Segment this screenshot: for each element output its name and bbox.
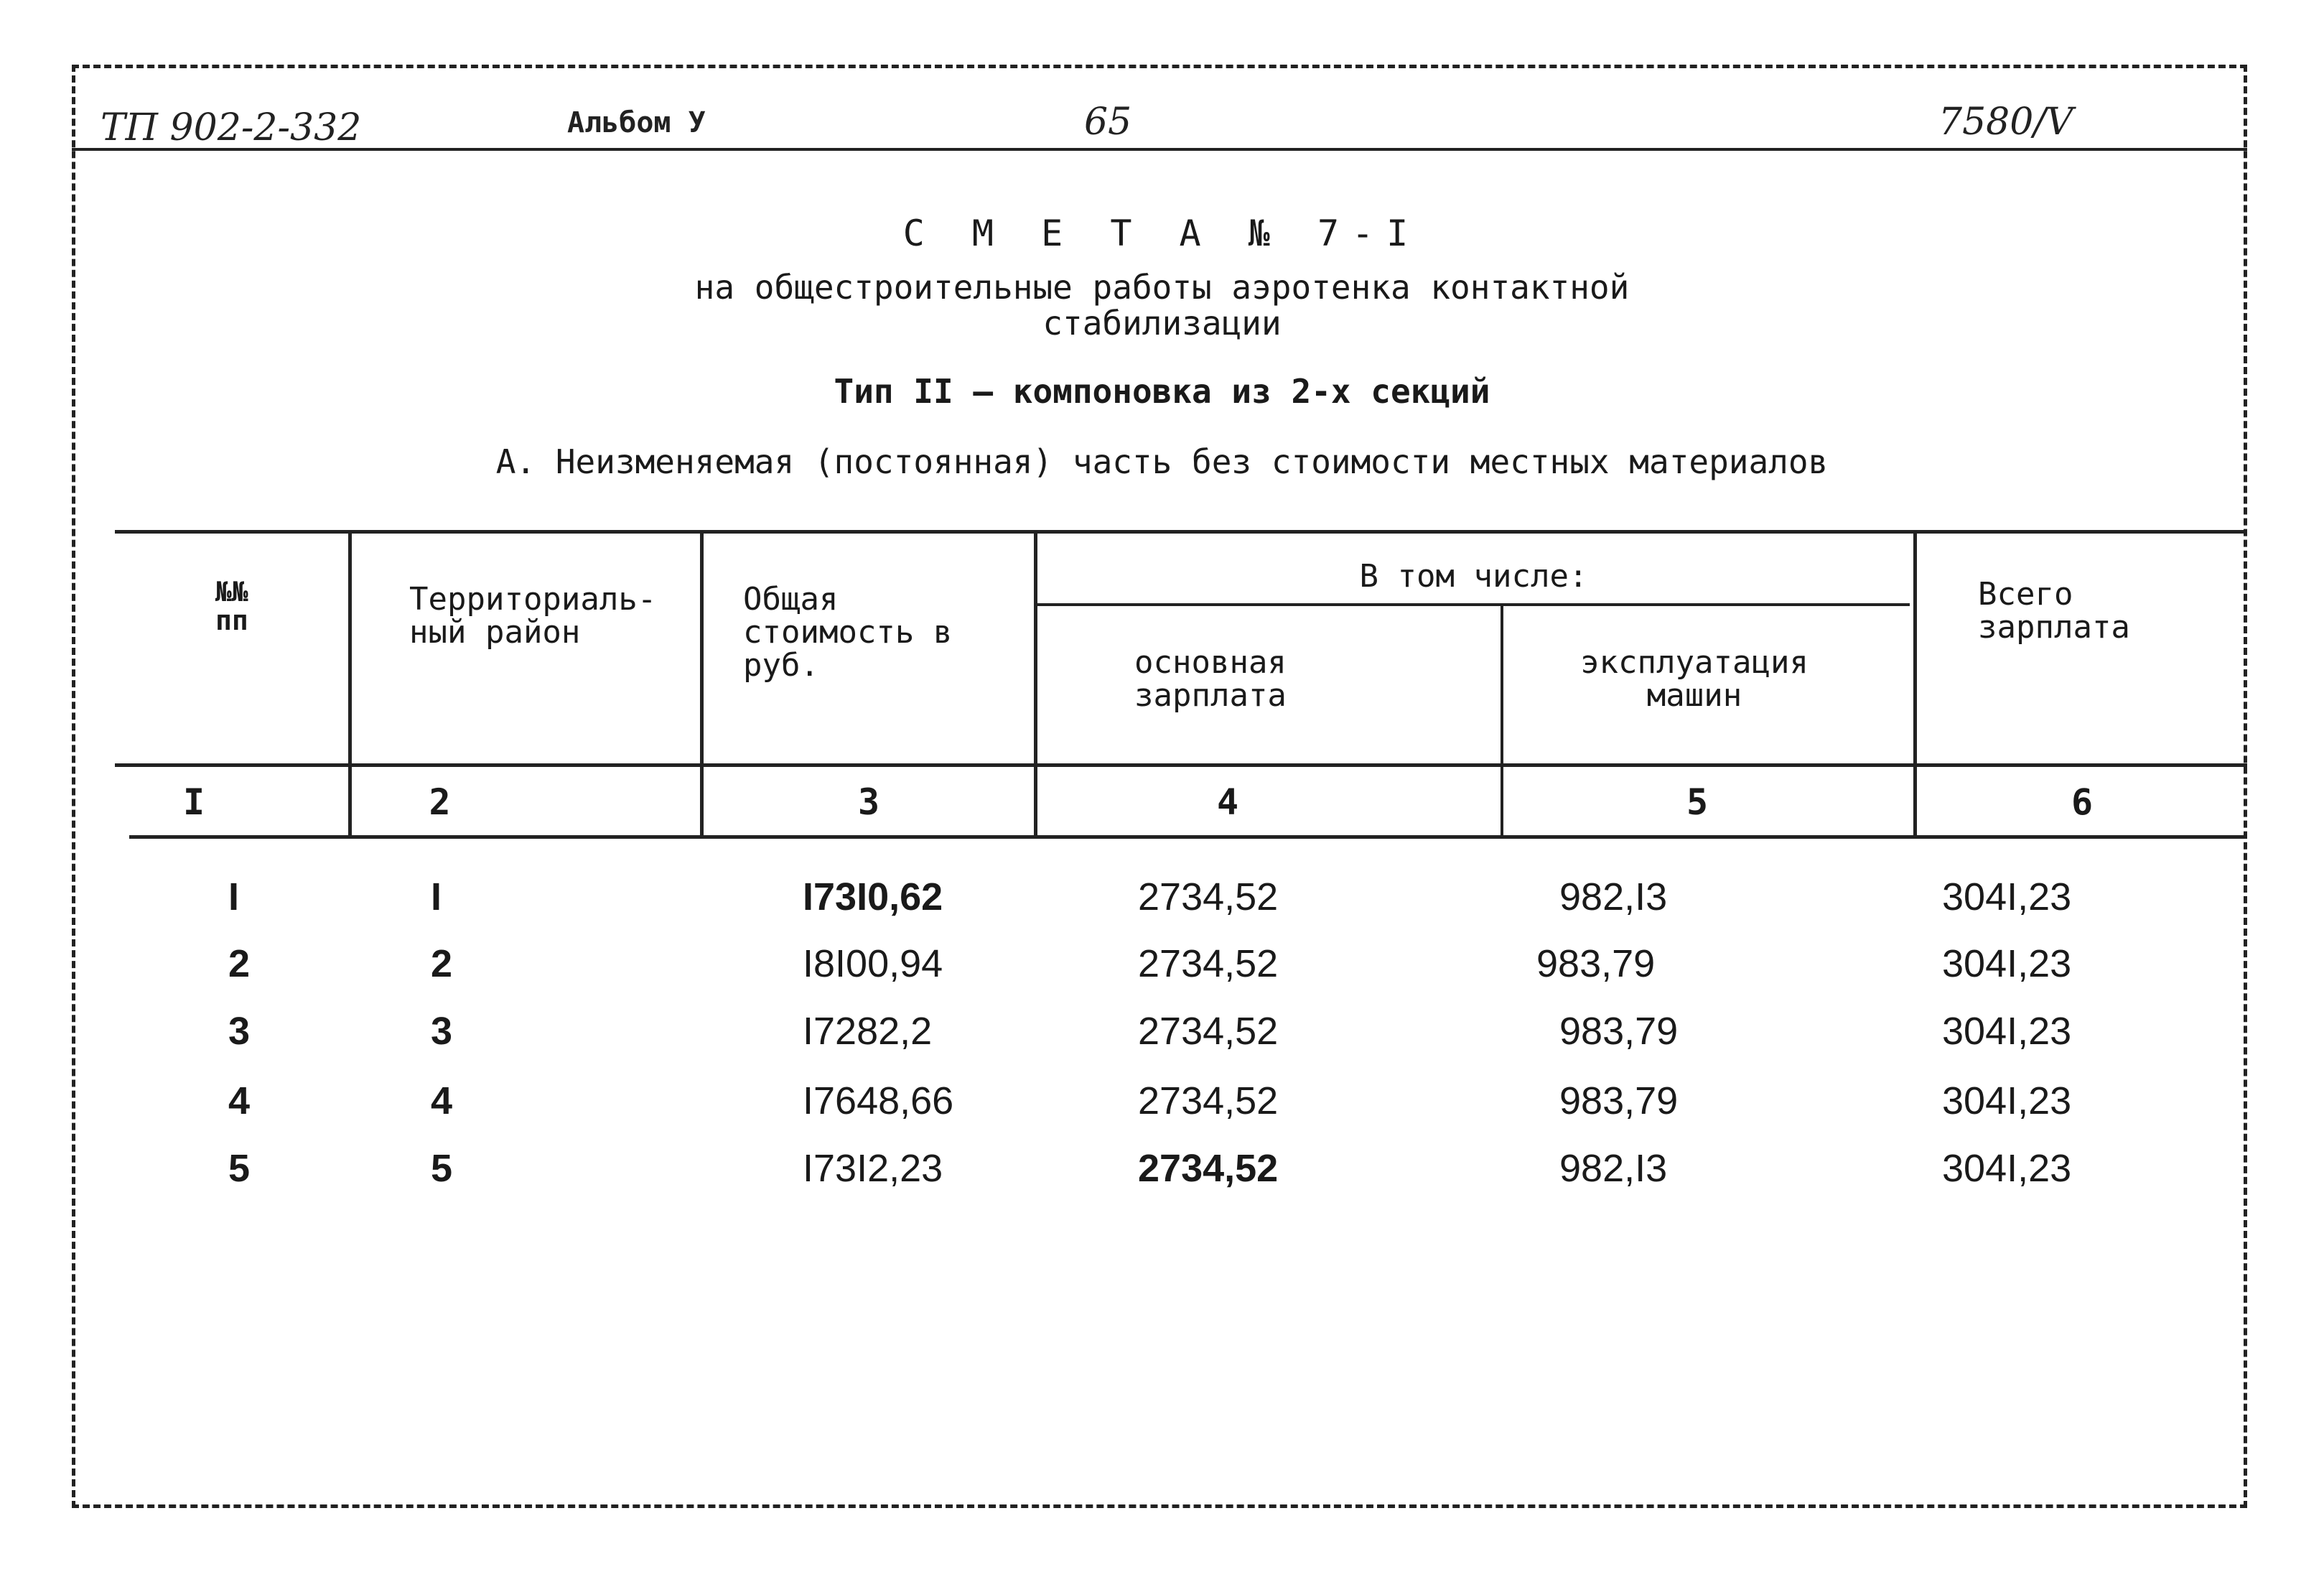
row-salary: 2734,52 xyxy=(1138,875,1279,918)
header-col2: Территориаль-ный район xyxy=(409,581,657,651)
doc-subtitle-line1: на общестроительные работы аэротенка контактной xyxy=(694,268,1630,307)
header-group: В том числе: xyxy=(1359,558,1588,595)
row-total: I7648,66 xyxy=(803,1079,954,1122)
doc-code: ТП 902-2-332 xyxy=(101,106,362,149)
row-total-salary: 304I,23 xyxy=(1942,1010,2072,1053)
row-total-salary: 304I,23 xyxy=(1942,942,2072,985)
row-region: 3 xyxy=(431,1010,453,1053)
table-header-bottom-rule xyxy=(115,763,2247,767)
row-salary: 2734,52 xyxy=(1138,942,1279,985)
doc-section-line: А. Неизменяемая (постоянная) часть без стоимости местных материалов xyxy=(495,442,1829,481)
row-region: 4 xyxy=(431,1079,453,1122)
row-total-salary: 304I,23 xyxy=(1942,875,2072,918)
row-number: 2 xyxy=(228,942,251,985)
group-divider-rule xyxy=(1034,603,1910,606)
doc-title: С М Е Т А № 7-I xyxy=(902,213,1422,254)
colnum-5: 5 xyxy=(1686,781,1709,823)
colnum-3: 3 xyxy=(857,781,880,823)
row-machines: 983,79 xyxy=(1559,1010,1679,1053)
row-region: 5 xyxy=(431,1147,453,1190)
row-machines: 983,79 xyxy=(1559,1079,1679,1122)
row-salary: 2734,52 xyxy=(1138,1079,1279,1122)
row-number: I xyxy=(228,875,240,918)
header-strip xyxy=(72,101,2247,151)
row-total: I7282,2 xyxy=(803,1010,933,1053)
inventory-number: 7580/V xyxy=(1938,101,2073,144)
colnum-1: I xyxy=(182,781,205,823)
page-number: 65 xyxy=(1084,101,1132,144)
row-salary: 2734,52 xyxy=(1138,1010,1279,1053)
row-number: 4 xyxy=(228,1079,251,1122)
header-col5: эксплуатация машин xyxy=(1580,644,1809,715)
doc-type-line: Тип II – компоновка из 2-х секций xyxy=(834,372,1490,411)
header-col3: Общая стоимость в руб. xyxy=(743,581,953,684)
header-col1: №№ пп xyxy=(215,576,248,636)
album-label: Альбом У xyxy=(567,106,706,139)
row-region: I xyxy=(431,875,442,918)
row-region: 2 xyxy=(431,942,453,985)
row-salary: 2734,52 xyxy=(1138,1147,1279,1190)
row-machines: 982,I3 xyxy=(1559,1147,1668,1190)
row-total: I73I0,62 xyxy=(803,875,943,918)
table-top-rule xyxy=(115,530,2247,534)
colnum-6: 6 xyxy=(2071,781,2094,823)
row-total-salary: 304I,23 xyxy=(1942,1079,2072,1122)
row-machines: 982,I3 xyxy=(1559,875,1668,918)
header-col4: основная зарплата xyxy=(1134,644,1287,715)
row-total: I73I2,23 xyxy=(803,1147,943,1190)
row-total: I8I00,94 xyxy=(803,942,943,985)
doc-subtitle-line2: стабилизации xyxy=(1042,304,1282,343)
row-number: 3 xyxy=(228,1010,251,1053)
colnum-2: 2 xyxy=(429,781,451,823)
table-colnum-bottom-rule xyxy=(129,835,2247,839)
colnum-4: 4 xyxy=(1216,781,1239,823)
row-total-salary: 304I,23 xyxy=(1942,1147,2072,1190)
header-col6: Всего зарплата xyxy=(1978,576,2130,646)
row-number: 5 xyxy=(228,1147,251,1190)
row-machines: 983,79 xyxy=(1536,942,1656,985)
